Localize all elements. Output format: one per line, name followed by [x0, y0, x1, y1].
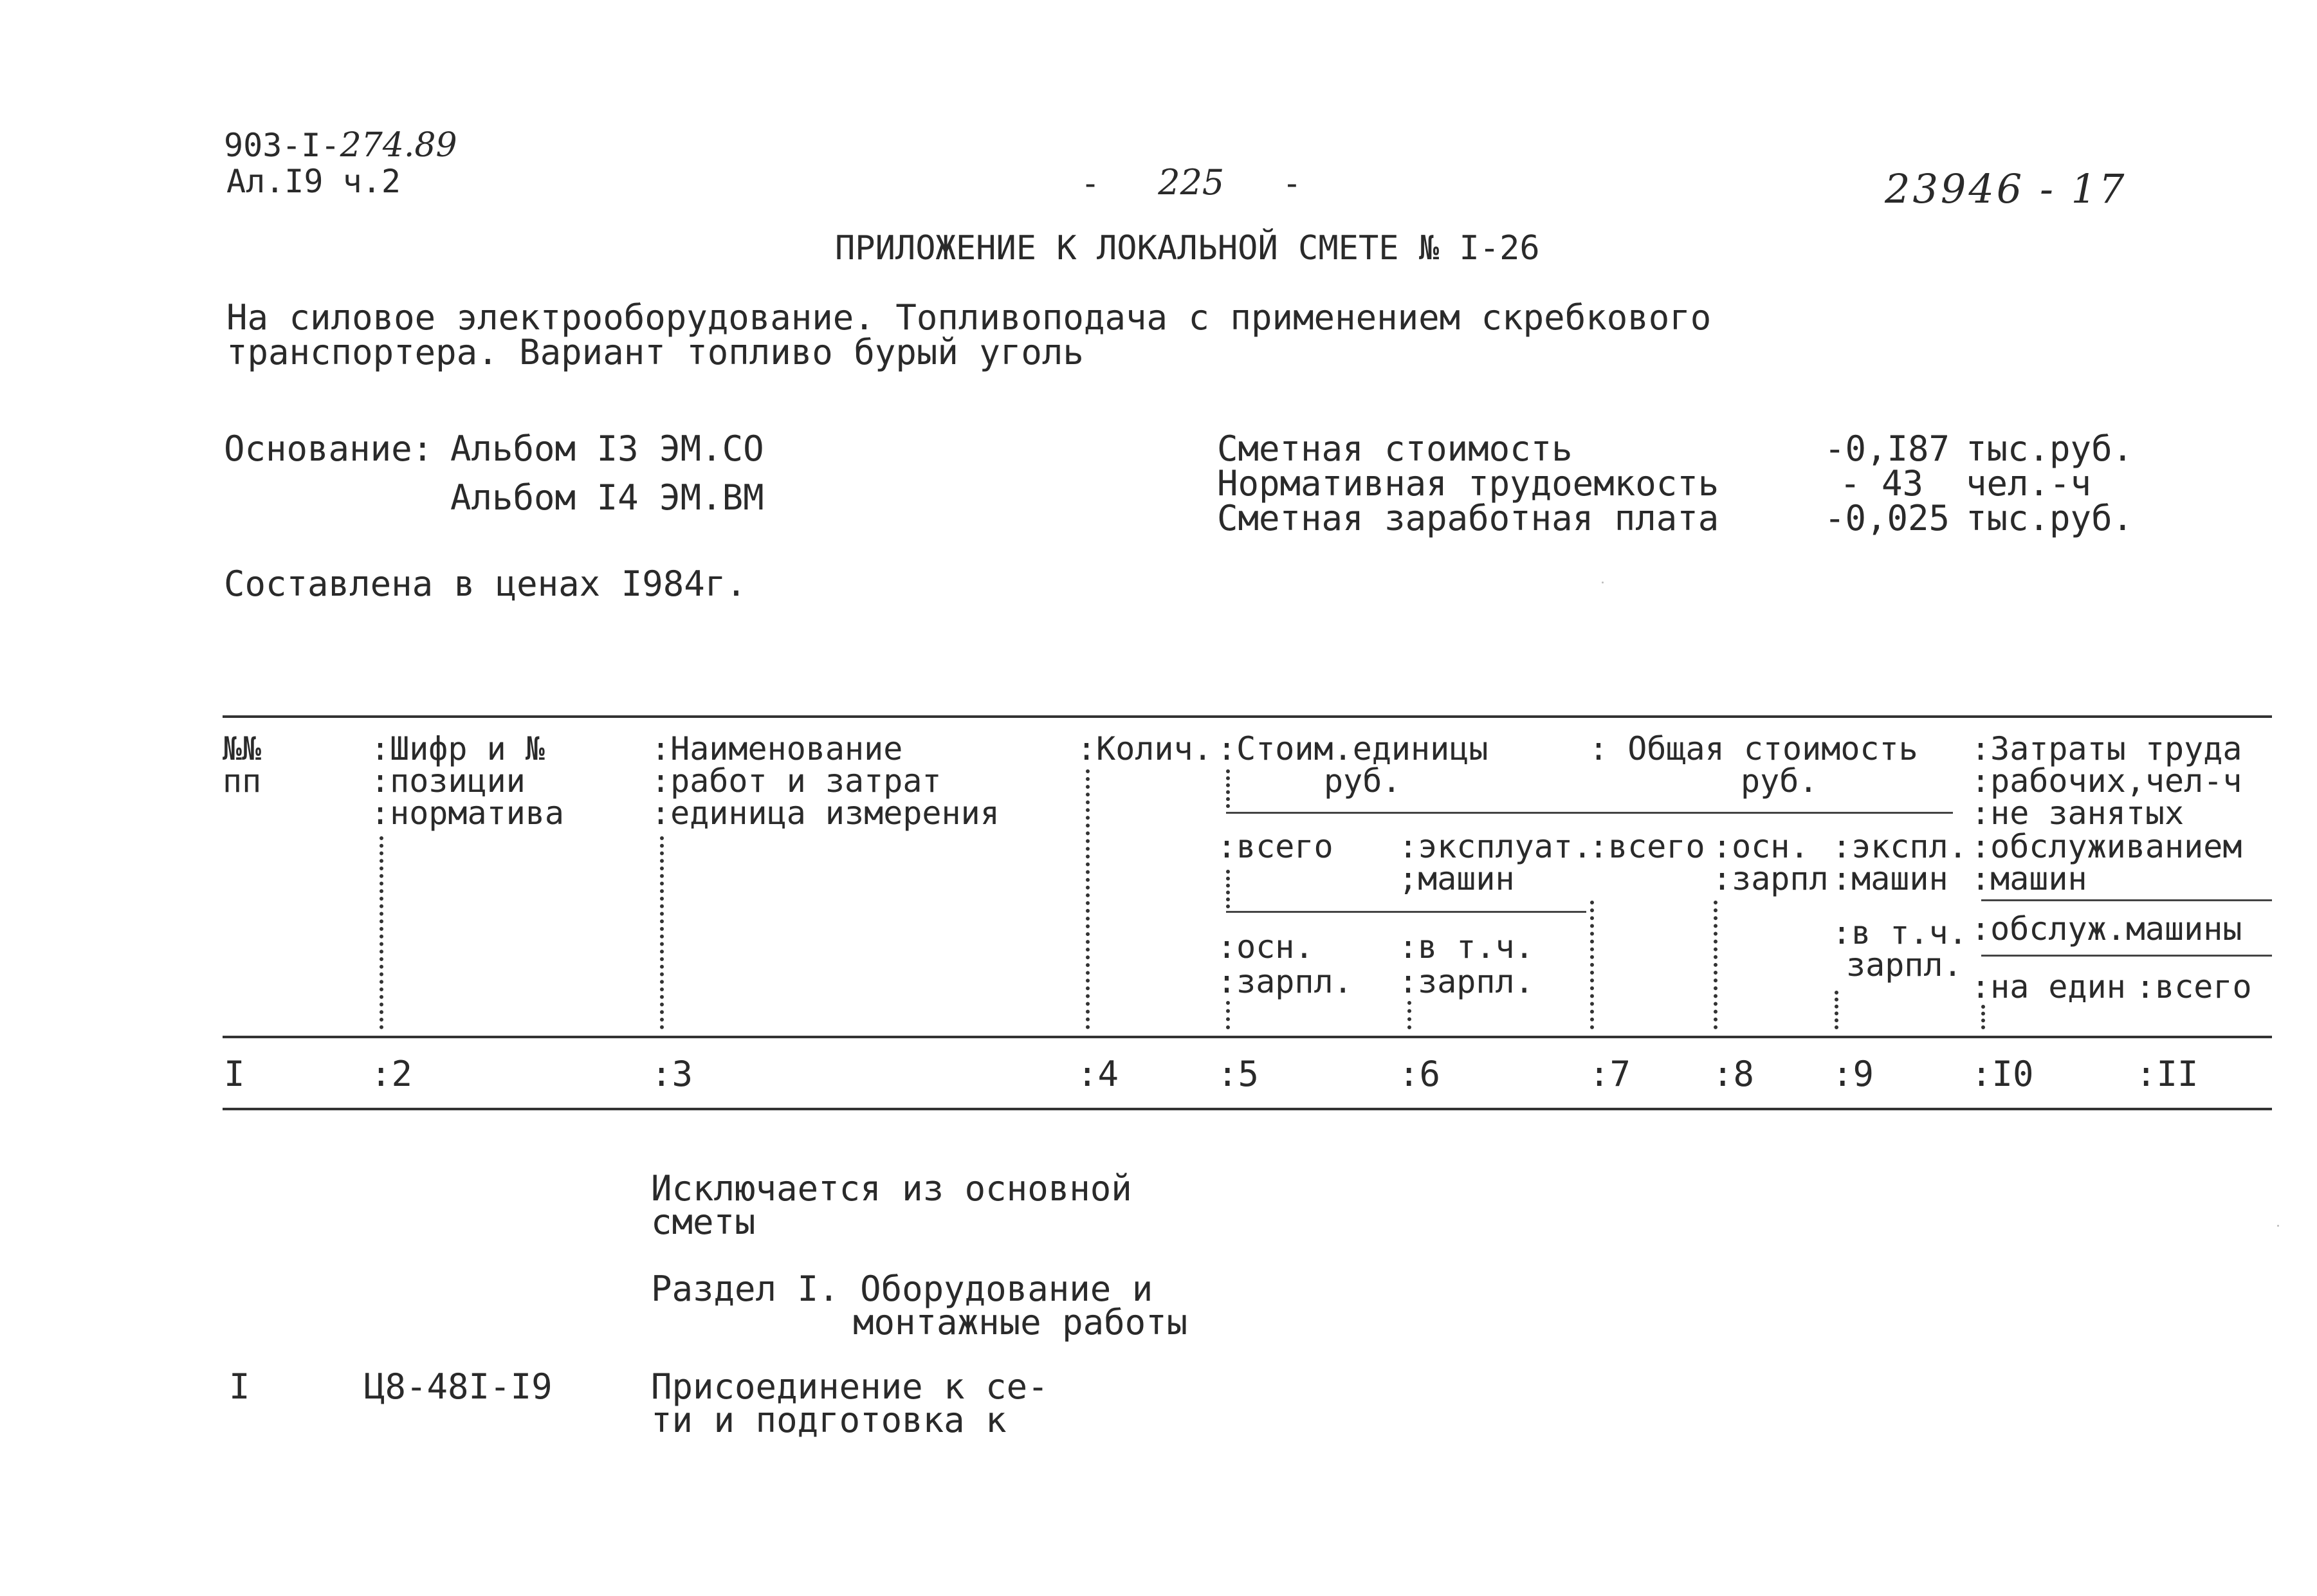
- table-top-rule: [223, 715, 2272, 718]
- page-number-block: [1081, 162, 1302, 203]
- header-total-base: :осн.: [1712, 828, 1809, 865]
- scan-speck: [1602, 582, 1604, 583]
- album-reference: Ал.I9 ч.2: [226, 163, 401, 200]
- summary-value-wage: -0,025: [1824, 498, 1950, 538]
- header-total-base-wage: :зарпл: [1712, 860, 1829, 897]
- column-number-9: :9: [1832, 1054, 1874, 1094]
- basis-album-2: Альбом I4 ЭМ.ВМ: [450, 477, 764, 518]
- header-labor-2: :рабочих,чел-ч: [1971, 762, 2242, 800]
- column-number-3: :3: [651, 1054, 693, 1094]
- excluded-note-2: сметы: [651, 1202, 756, 1242]
- header-total-cost: : Общая стоимость: [1589, 730, 1918, 767]
- column-divider-7: [1590, 901, 1594, 1029]
- row-1-code: Ц8-48I-I9: [364, 1366, 553, 1407]
- header-unit-incl-wage-1: :в т.ч.: [1398, 928, 1534, 966]
- header-total-machines-1: :экспл.: [1832, 828, 1968, 865]
- column-number-8: :8: [1712, 1054, 1755, 1094]
- summary-unit-cost: тыс.руб.: [1966, 428, 2134, 469]
- prices-note: Составлена в ценах I984г.: [224, 564, 747, 604]
- header-labor-1: :Затраты труда: [1971, 730, 2242, 767]
- column-number-2: :2: [371, 1054, 413, 1094]
- header-total-incl-wage-1: :в т.ч.: [1832, 914, 1968, 951]
- description-line-2: транспортера. Вариант топливо бурый уголь: [226, 332, 1084, 372]
- column-divider-9: [1835, 991, 1838, 1029]
- column-divider-5-top: [1226, 769, 1230, 808]
- column-number-11: :II: [2136, 1054, 2199, 1094]
- summary-unit-wage: тыс.руб.: [1966, 498, 2134, 538]
- header-unit-cost-currency: руб.: [1324, 762, 1402, 800]
- header-total-incl-wage-2: зарпл.: [1846, 946, 1963, 984]
- summary-label-labor: Нормативная трудоемкость: [1217, 463, 1719, 504]
- section-heading-2: монтажные работы: [853, 1302, 1188, 1343]
- header-unit-cost: :Стоим.единицы: [1217, 730, 1488, 767]
- document-number: [224, 126, 457, 165]
- column-divider-5-mid: [1226, 870, 1230, 908]
- unit-cost-subrule: [1226, 812, 1953, 814]
- header-code-3: :норматива: [371, 794, 565, 832]
- header-code-2: :позиции: [371, 762, 526, 800]
- header-unit-base-wage-1: :осн.: [1217, 928, 1314, 966]
- column-divider-2: [380, 836, 383, 1029]
- unit-cost-subrule-2: [1226, 911, 1586, 913]
- labor-subrule-2: [1981, 955, 2272, 957]
- labor-subrule-1: [1981, 899, 2272, 901]
- header-row-number-2: пп: [223, 762, 262, 800]
- header-name-2: :работ и затрат: [651, 762, 942, 800]
- header-labor-total: :всего: [2136, 968, 2252, 1005]
- column-number-7: :7: [1589, 1054, 1631, 1094]
- excluded-note-1: Исключается из основной: [651, 1168, 1132, 1209]
- header-quantity: :Колич.: [1077, 730, 1213, 767]
- summary-value-labor: - 43: [1840, 463, 1924, 504]
- scan-speck: [2277, 1225, 2279, 1227]
- column-divider-6: [1407, 1001, 1411, 1029]
- document-number-handwritten: 274.89: [340, 126, 457, 165]
- page-number: 225: [1158, 162, 1225, 203]
- handwritten-code: 23946 - 17: [1885, 165, 2127, 212]
- column-divider-3: [660, 836, 664, 1029]
- row-1-name-2: ти и подготовка к: [651, 1400, 1007, 1440]
- basis-album-1: Альбом I3 ЭМ.СО: [450, 428, 764, 469]
- column-number-5: :5: [1217, 1054, 1259, 1094]
- column-divider-8: [1714, 901, 1717, 1029]
- header-labor-machines: :обслуж.машины: [1971, 910, 2242, 948]
- header-name-1: :Наименование: [651, 730, 903, 767]
- header-labor-3: :не занятых: [1971, 794, 2184, 832]
- column-divider-5-bottom: [1226, 1001, 1230, 1029]
- header-labor-per-unit: :на един: [1971, 968, 2126, 1005]
- column-divider-10: [1981, 1005, 1985, 1029]
- summary-unit-labor: чел.-ч: [1966, 463, 2092, 504]
- basis-label: Основание:: [224, 428, 434, 469]
- page-number-dash-left: -: [1081, 165, 1101, 202]
- table-header-bottom-rule: [223, 1036, 2272, 1038]
- section-heading-1: Раздел I. Оборудование и: [651, 1269, 1153, 1309]
- summary-label-cost: Сметная стоимость: [1217, 428, 1573, 469]
- header-total-machines-2: :машин: [1832, 860, 1948, 897]
- summary-value-cost: -0,I87: [1824, 428, 1950, 469]
- column-number-4: :4: [1077, 1054, 1119, 1094]
- page-number-dash-right: -: [1282, 165, 1302, 202]
- header-code-1: :Шифр и №: [371, 730, 545, 767]
- page-title: ПРИЛОЖЕНИЕ К ЛОКАЛЬНОЙ СМЕТЕ № I-26: [835, 229, 1540, 268]
- header-labor-5: :машин: [1971, 860, 2087, 897]
- header-unit-machines-1: :эксплуат.: [1398, 828, 1593, 865]
- description-line-1: На силовое электрооборудование. Топливоподача с применением скребкового: [226, 297, 1712, 338]
- column-divider-4: [1086, 769, 1090, 1029]
- header-total-cost-currency: руб.: [1741, 762, 1818, 800]
- document-number-printed: 903-I-: [224, 127, 340, 164]
- summary-label-wage: Сметная заработная плата: [1217, 498, 1719, 538]
- header-unit-incl-wage-2: :зарпл.: [1398, 963, 1534, 1000]
- header-unit-machines-2: ;машин: [1398, 860, 1515, 897]
- column-number-10: :I0: [1971, 1054, 2034, 1094]
- column-number-1: I: [224, 1054, 245, 1094]
- row-1-name-1: Присоединение к се-: [651, 1366, 1049, 1407]
- column-number-6: :6: [1398, 1054, 1441, 1094]
- header-unit-base-wage-2: :зарпл.: [1217, 963, 1353, 1000]
- row-1-number: I: [229, 1366, 250, 1407]
- header-unit-total: :всего: [1217, 828, 1333, 865]
- header-total-all: :всего: [1589, 828, 1705, 865]
- column-numbers-bottom-rule: [223, 1108, 2272, 1110]
- header-labor-4: :обслуживанием: [1971, 828, 2242, 865]
- header-name-3: :единица измерения: [651, 794, 1000, 832]
- header-row-number-1: №№: [223, 730, 262, 767]
